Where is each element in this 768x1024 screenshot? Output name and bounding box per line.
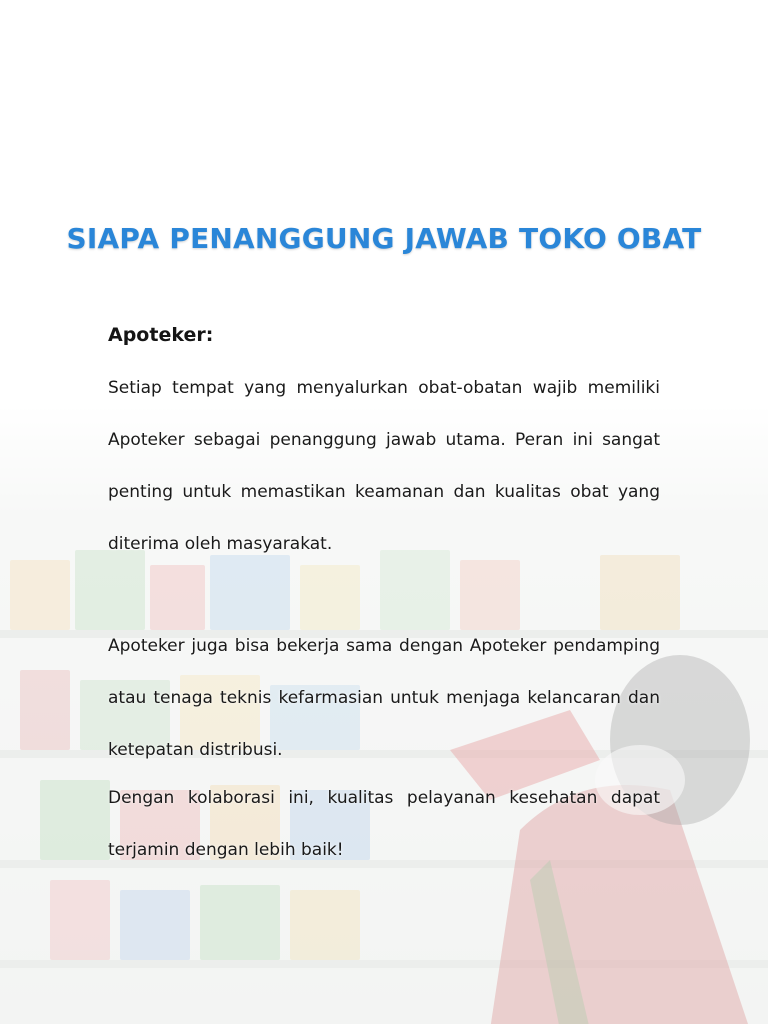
paragraph-2: Apoteker juga bisa bekerja sama dengan Apoteker pendamping atau tenaga teknis kefarmasian untuk menjaga kelancaran dan ketepatan distribusi.	[108, 636, 660, 760]
page-title: SIAPA PENANGGUNG JAWAB TOKO OBAT	[66, 222, 702, 255]
paragraph-3: Dengan kolaborasi ini, kualitas pelayanan kesehatan dapat terjamin dengan lebih baik!	[108, 788, 660, 860]
paragraph-1: Setiap tempat yang menyalurkan obat-obatan wajib memiliki Apoteker sebagai penanggung jawab utama. Peran ini sangat penting untuk memastikan keamanan dan kualitas obat yang diterima oleh masyarakat.	[108, 378, 660, 554]
section-heading: Apoteker:	[108, 324, 214, 346]
